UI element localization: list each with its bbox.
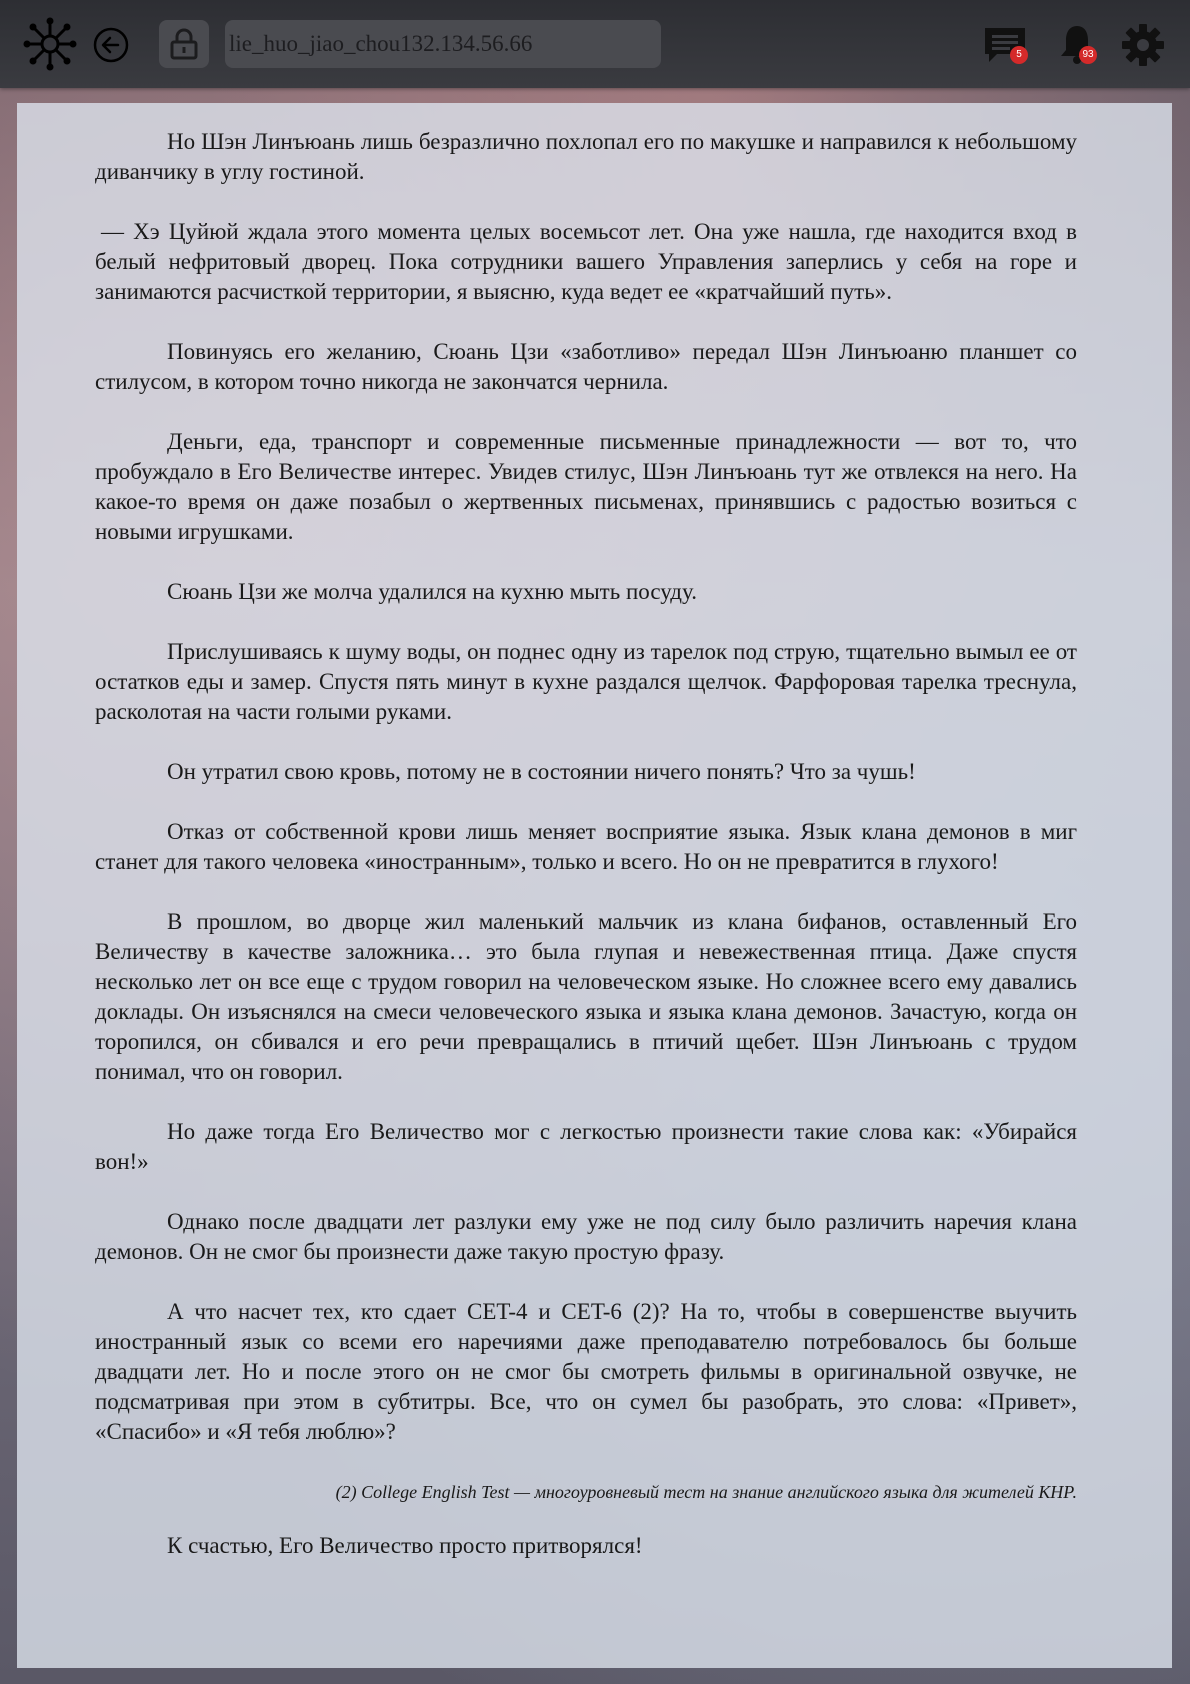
- paragraph: Прислушиваясь к шуму воды, он поднес одну из тарелок под струю, тщательно вымыл ее от остатков еды и замер. Спустя пять минут в кухне раздался щелчок. Фарфоровая тарелка треснула, расколотая на части голыми руками.: [95, 639, 1077, 724]
- top-toolbar: [0, 0, 1190, 88]
- address-bar[interactable]: lie_huo_jiao_chou132.134.56.66: [225, 20, 661, 68]
- paragraph: Сюань Цзи же молча удалился на кухню мыть посуду.: [167, 579, 697, 604]
- paragraph: В прошлом, во дворце жил маленький мальчик из клана бифанов, оставленный Его Величеству в качестве заложника… это была глупая и невежественная птица. Даже спустя несколько лет он все еще с трудом говорил на человеческом языке. Но сложнее всего ему давались доклады. Он изъяснялся на смеси человеческого языка и языка клана демонов. Зачастую, когда он торопился, он сбивался и его речи превращались в птичий щебет. Шэн Линъюань с трудом понимал, что он говорил.: [95, 909, 1077, 1084]
- paragraph: А что насчет тех, кто сдает CET-4 и CET-6 (2)? На то, чтобы в совершенстве выучить иностранный язык со всеми его наречиями даже преподавателю потребовалось бы больше двадцати лет. Но и после этого он не смог бы смотреть фильмы в оригинальной озвучке, не подсматривая при этом в субтитры. Все, что он сумел бы разобрать, это слова: «Привет», «Спасибо» и «Я тебя люблю»?: [95, 1299, 1077, 1444]
- closing-paragraph: К счастью, Его Величество просто притворялся!: [167, 1533, 643, 1558]
- paragraph: Но Шэн Линъюань лишь безразлично похлопал его по макушке и направился к небольшому диванчику в углу гостиной.: [95, 129, 1077, 184]
- reader-page: [17, 103, 1172, 1668]
- chapter-text: [95, 127, 1077, 1561]
- paragraph: Однако после двадцати лет разлуки ему уже не под силу было различить наречия клана демонов. Он не смог бы произнести даже такую простую фразу.: [95, 1209, 1077, 1264]
- paragraph: Но даже тогда Его Величество мог с легкостью произнести такие слова как: «Убирайся вон!»: [95, 1119, 1077, 1174]
- notifications-count-badge: 93: [1079, 46, 1097, 64]
- paragraph: Отказ от собственной крови лишь меняет восприятие языка. Язык клана демонов в миг станет для такого человека «иностранным», только и всего. Но он не превратится в глухого!: [95, 819, 1077, 874]
- paragraph: — Хэ Цуйюй ждала этого момента целых восемьсот лет. Она уже нашла, где находится вход в белый нефритовый дворец. Пока сотрудники вашего Управления заперлись у себя на горе и занимаются расчисткой территории, я выясню, куда ведет ее «кратчайший путь».: [95, 219, 1077, 304]
- messages-icon[interactable]: [980, 22, 1030, 68]
- paragraph: Он утратил свою кровь, потому не в состоянии ничего понять? Что за чушь!: [167, 759, 916, 784]
- bell-icon[interactable]: [1055, 20, 1099, 68]
- lock-icon[interactable]: [159, 20, 209, 68]
- paragraph: Деньги, еда, транспорт и современные письменные принадлежности — вот то, что пробуждало в Его Величестве интерес. Увидев стилус, Шэн Линъюань тут же отвлекся на него. На какое-то время он даже позабыл о жертвенных письменах, принявшись с радостью возиться с новыми игрушками.: [95, 429, 1077, 544]
- paragraph: Повинуясь его желанию, Сюань Цзи «заботливо» передал Шэн Линъюаню планшет со стилусом, в котором точно никогда не закончатся чернила.: [95, 339, 1077, 394]
- gear-icon[interactable]: [1120, 22, 1166, 68]
- footnote: (2) College English Test — многоуровневый тест на знание английского языка для жителей КНР.: [335, 1482, 1077, 1502]
- back-arrow-icon[interactable]: [92, 26, 130, 64]
- messages-count-badge: 5: [1010, 46, 1028, 64]
- network-logo-icon[interactable]: [22, 16, 78, 72]
